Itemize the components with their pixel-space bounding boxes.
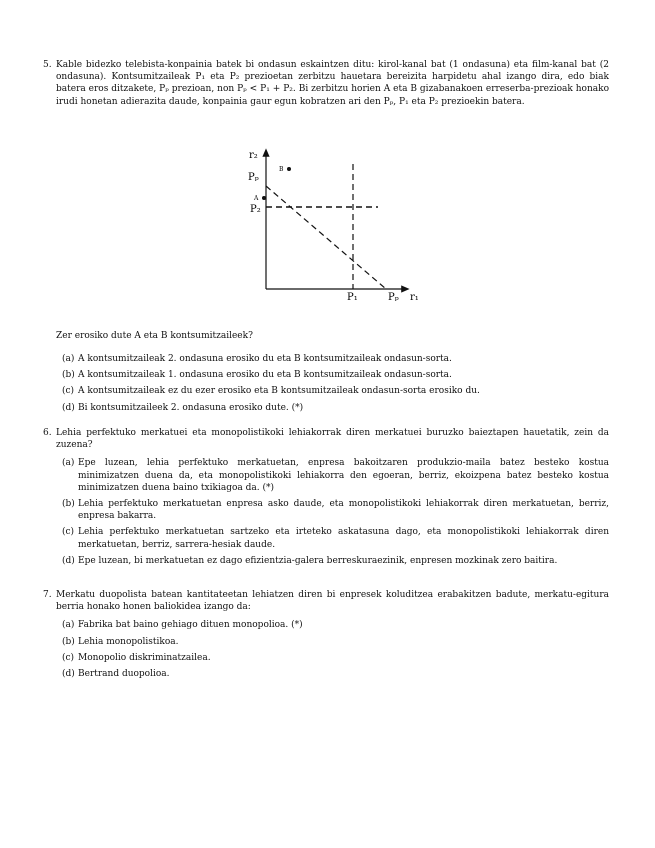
option-c: (c) A kontsumitzaileak ez du ezer erosiko eta B kontsumitzaileak ondasun-sorta erosiko du.	[62, 386, 480, 397]
bundle-price-line	[266, 186, 386, 289]
question-number: 5.	[43, 60, 52, 70]
point-a-marker	[262, 196, 266, 200]
option-c: (c) Lehia perfektuko merkatuetan sartzeko eta irteteko askatasuna dago, eta monopolistikoki lehiakorrak diren merkatuetan, berriz, sarrera-hesiak daude.	[62, 527, 609, 550]
option-a: (a) Epe luzean, lehia perfektuko merkatuetan, enpresa bakoitzaren produkzio-maila batez besteko kostua minimizatzen duena da, eta monopolistikoki lehiakorra den egoeran, berriz, ekoizpena batez besteko kostua minimizatzen duena baino txikiagoa da. (*)	[62, 458, 609, 493]
question-text: Lehia perfektuko merkatuei eta monopolistikoki lehiakorrak diren merkatuei buruzko baieztapen hauetatik, zein da zuzena?	[56, 428, 609, 451]
question-6	[43, 427, 609, 567]
question-text: Merkatu duopolista batean kantitateetan lehiatzen diren bi enpresek koluditzea erabakitzen badute, merkatu-egitura berria honako honen baliokidea izango da:	[56, 590, 609, 613]
option-b: (b) Lehia monopolistikoa.	[62, 636, 179, 647]
point-b-marker	[287, 167, 291, 171]
option-b: (b) A kontsumitzaileak 1. ondasuna erosiko du eta B kontsumitzaileak ondasun-sorta.	[62, 370, 452, 381]
question-7	[43, 589, 609, 680]
x-axis-label: r₁	[410, 292, 419, 303]
point-a-label: A	[254, 195, 259, 202]
option-d: (d) Bi kontsumitzaileek 2. ondasuna erosiko dute. (*)	[62, 402, 304, 413]
question-6-options	[56, 457, 609, 567]
question-5-prompt: Zer erosiko dute A eta B kontsumitzaileek?	[56, 331, 253, 341]
question-5-options	[56, 349, 609, 414]
point-b-label: B	[279, 166, 284, 173]
option-b: (b) Lehia perfektuko merkatuetan enpresa asko daude, eta monopolistikoki lehiakorrak diren merkatuetan, berriz, enpresa bakarra.	[62, 499, 609, 522]
y-tick-p2: P₂	[250, 204, 261, 215]
question-7-options	[56, 619, 609, 680]
option-d: (d) Bertrand duopolioa.	[62, 669, 170, 680]
option-a: (a) Fabrika bat baino gehiago dituen monopolioa. (*)	[62, 620, 303, 631]
option-a: (a) A kontsumitzaileak 2. ondasuna erosiko du eta B kontsumitzaileak ondasun-sorta.	[62, 354, 452, 364]
x-tick-p1: P₁	[347, 292, 358, 303]
option-d: (d) Epe luzean, bi merkatuetan ez dago efizientzia-galera berreskuraezinik, enpresen mozkinak zero baitira.	[62, 555, 558, 566]
question-text: Kable bidezko telebista-konpainia batek bi ondasun eskaintzen ditu: kirol-kanal bat (1 ondasuna) eta film-kanal bat (2 ondasuna). Kontsumitzaileak P₁ eta P₂ prezioetan zerbitzu hauetara bereizita harpidetu ahal izango dira, edo biak batera eros ditzakete, Pₚ prezioan, non Pₚ < P₁ + P₂. Bi zerbitzu horien A eta B gizabanakoen erreserba-prezioak honako irudi honetan adierazita daude, konpainia gaur egun kobratzen ari den Pₚ, P₁ eta P₂ prezioekin batera.	[56, 60, 609, 107]
y-tick-pp: Pₚ	[248, 172, 259, 183]
x-tick-pp: Pₚ	[388, 292, 399, 303]
option-c: (c) Monopolio diskriminatzailea.	[62, 652, 211, 663]
question-number: 7.	[43, 590, 52, 600]
question-number: 6.	[43, 428, 52, 438]
y-axis-label: r₂	[249, 150, 258, 161]
